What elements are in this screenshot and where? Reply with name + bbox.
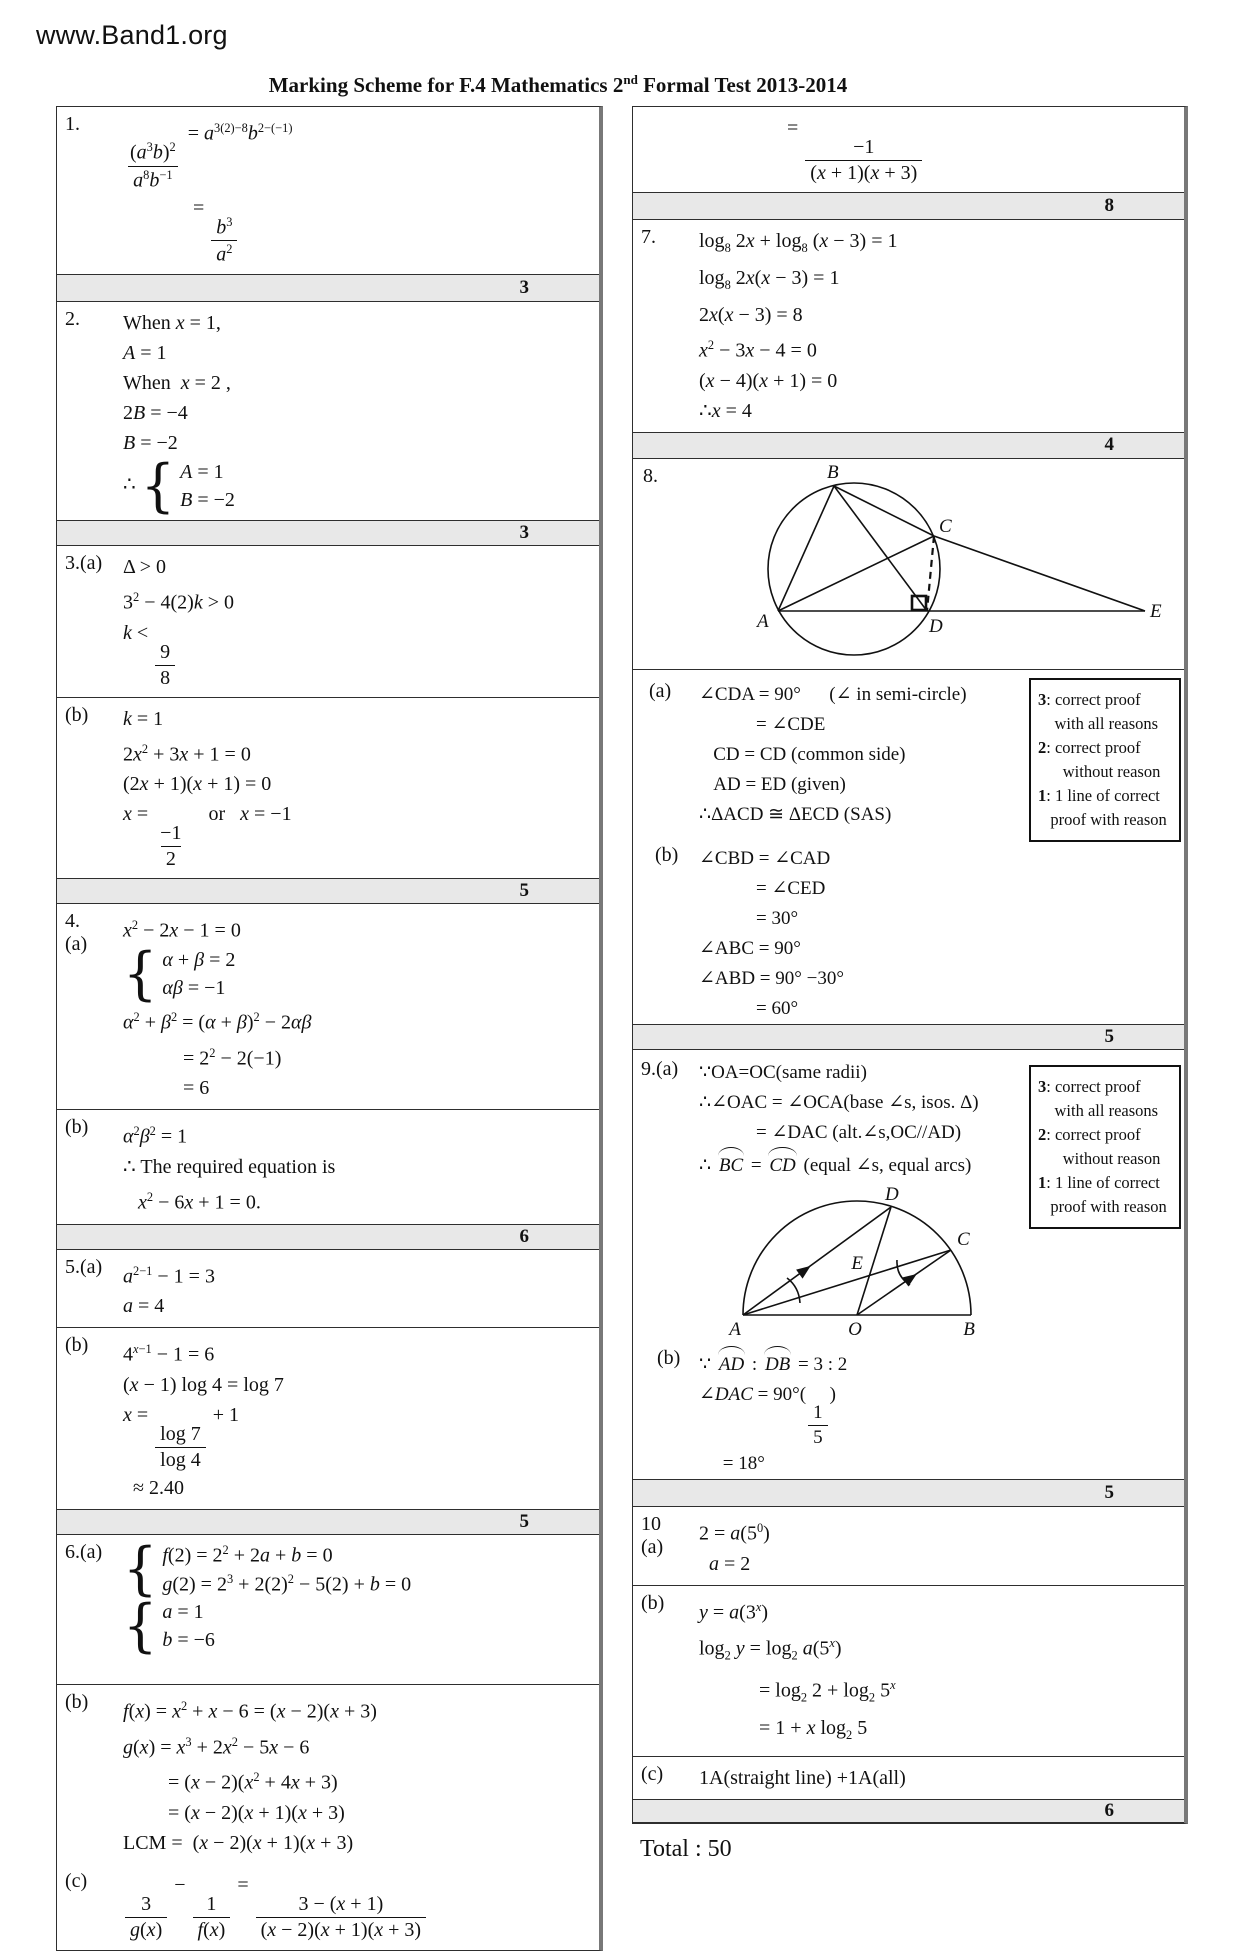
question-label: (b) (65, 1334, 89, 1357)
q10a-solution (691, 1511, 1184, 1579)
math-line: ∠DAC = 90°( $\frac{1}{5}$ ) (699, 1383, 836, 1448)
math-line: = 1 + x $\log_2 5$ (699, 1717, 868, 1743)
vertex-label: E (1150, 600, 1162, 622)
math-line: ∴∠OAC = ∠OCA(base ∠s, isos. Δ) (699, 1091, 979, 1113)
q3a-solution (115, 550, 599, 691)
vertex-label: D (929, 615, 943, 637)
score-bar-q4 (57, 1224, 599, 1250)
score-bar-q8 (633, 1024, 1184, 1050)
q3b-row (57, 697, 599, 879)
q8-circle-diagram (633, 459, 1185, 669)
math-line: $\log_8 2x(x - 3) = 1$ (699, 267, 840, 292)
question-label: (b) (655, 843, 679, 866)
math-line: 3: correct proof (1038, 689, 1141, 709)
q6b-row (57, 1684, 599, 1864)
q8b-solution (691, 842, 1034, 1024)
math-line: = $\frac{-1}{(x + 1)(x + 3)}$ (787, 113, 1178, 186)
question-label: (b) (65, 703, 89, 726)
math-line: 1: 1 line of correct (1038, 1172, 1160, 1192)
right-table (632, 106, 1188, 1824)
math-line: = $\log_2 2 + \log_2 5^x$ (699, 1678, 896, 1706)
math-line: AD = ED (given) (699, 773, 846, 795)
question-label: 7. (641, 226, 656, 248)
question-label: (b) (65, 1690, 89, 1713)
score-value: 5 (519, 880, 529, 902)
math-line: = ∠DAC (alt.∠s,OC//AD) (699, 1121, 962, 1143)
q9-row (633, 1056, 1184, 1480)
q6a-row (57, 1535, 599, 1684)
vertex-label: B (827, 461, 839, 483)
q10b-solution (691, 1590, 1184, 1750)
math-line: 2: correct proof (1038, 1124, 1141, 1144)
math-line: When x = 2 , (123, 371, 231, 394)
math-line: without reason (1038, 1148, 1161, 1168)
score-bar-q3 (57, 878, 599, 904)
math-line: $x^2 - 3x - 4 = 0$ (699, 338, 817, 362)
question-label: 9.(a) (641, 1057, 679, 1080)
vertex-label: A (729, 1318, 741, 1340)
question-label: (c) (65, 1869, 88, 1892)
math-line: $\frac{(a^3b)^2}{a^8b^{-1}}$ = $a^{3(2)-8}b^{2-(-1)}$ (130, 121, 293, 192)
q9a-solution (691, 1056, 1034, 1181)
math-line: = $\frac{b^3}{a^2}$ (123, 193, 593, 268)
score-value: 6 (1104, 1800, 1114, 1822)
math-line: $a^{2-1} - 1 = 3$ (123, 1263, 215, 1288)
math-line: $\frac{3}{g(x)}$ − $\frac{1}{f(x)}$ = $\frac{3 - (x + 1)}{(x - 2)(x + 1)(x + 3)}$ (123, 1870, 593, 1943)
question-label: 4. (a) (65, 910, 88, 956)
math-line: = (x − 2)(x + 1)(x + 3) (123, 1801, 345, 1824)
q8-diagram-row (633, 459, 1184, 669)
score-value: 4 (1104, 434, 1114, 456)
math-line: { a = 1 b = −6 (123, 1592, 215, 1659)
q4b-row (57, 1109, 599, 1223)
math-line: 1: 1 line of correct (1038, 785, 1160, 805)
math-line: $x^2 - 2x - 1 = 0$ (123, 918, 241, 942)
math-line: 2: correct proof (1038, 737, 1141, 757)
math-line: = 6 (123, 1077, 210, 1100)
q5b-solution (115, 1332, 599, 1503)
math-line: $4^{x-1} - 1 = 6$ (123, 1342, 215, 1366)
math-line: (x − 4)(x + 1) = 0 (699, 369, 838, 392)
q3b-solution (115, 702, 599, 873)
q1-row (57, 107, 599, 274)
score-value: 3 (519, 521, 529, 543)
q6c-continued-row (633, 107, 1184, 192)
math-line: = 30° (699, 907, 799, 929)
question-label: (b) (641, 1592, 665, 1615)
q6c-row (57, 1864, 599, 1950)
vertex-label: E (851, 1252, 863, 1274)
question-label: 3.(a) (65, 551, 103, 574)
page-title: Marking Scheme for F.4 Mathematics 2nd Formal Test 2013-2014 (268, 72, 848, 97)
q8a-solution (691, 678, 1034, 830)
q2-row (57, 302, 599, 520)
score-value: 3 (519, 276, 529, 298)
math-line: Δ > 0 (123, 555, 167, 578)
question-label: (b) (65, 1116, 89, 1139)
math-line: ∠ABC = 90° (699, 937, 801, 959)
score-bar-q7 (633, 432, 1184, 459)
q7-row (633, 220, 1184, 432)
math-line: (x − 1) log 4 = log 7 (123, 1373, 284, 1396)
q7-solution (691, 224, 1184, 426)
q10c-solution (691, 1761, 1184, 1793)
math-line: $2x^2 + 3x + 1 = 0$ (123, 741, 251, 766)
math-line: $\log_2 y = \log_2 a(5^x)$ (699, 1635, 842, 1663)
vertex-label: C (957, 1228, 970, 1250)
math-line: When x = 1, (123, 311, 221, 334)
math-line: a = 2 (709, 1553, 751, 1576)
math-line: ∴ { A = 1 B = −2 (123, 452, 235, 519)
math-line: ∠CDA = 90° (∠ in semi-circle) (699, 683, 967, 705)
question-label: (b) (657, 1346, 681, 1369)
q6a-solution (115, 1535, 599, 1678)
vertex-label: C (939, 515, 952, 537)
vertex-label: B (963, 1318, 975, 1340)
math-line: $g(x) = x^3 + 2x^2 - 5x - 6$ (123, 1734, 310, 1759)
q6c-solution (115, 1868, 599, 1944)
score-bar-q10 (633, 1799, 1184, 1823)
math-line: ∵ AD : DB = 3 : 2 (699, 1347, 1178, 1380)
math-line: 1A(straight line) +1A(all) (699, 1767, 906, 1790)
q10a-row (633, 1507, 1184, 1585)
math-line: 2x(x − 3) = 8 (699, 304, 803, 326)
site-watermark: www.Band1.org (36, 20, 228, 50)
right-column (632, 106, 1188, 1863)
math-line: ≈ 2.40 (123, 1476, 184, 1499)
math-line: k = 1 (123, 707, 164, 730)
math-line: ∠CBD = ∠CAD (699, 847, 831, 869)
score-bar-q9 (633, 1479, 1184, 1507)
score-bar-q5 (57, 1509, 599, 1535)
math-line: = ∠CED (699, 877, 826, 899)
question-label: 1. (65, 113, 80, 135)
math-line: $x^2 - 6x + 1 = 0$. (138, 1189, 261, 1214)
marking-criteria-box (1029, 678, 1181, 842)
vertex-label: D (885, 1183, 899, 1205)
math-line: = 60° (699, 997, 799, 1019)
math-line: x = $\frac{\log 7}{\log 4}$ + 1 (123, 1403, 240, 1471)
score-value: 8 (1104, 195, 1114, 216)
math-line: { $f(2) = 2^2 + 2a + b = 0$ $g(2) = 2^3 + 2(2)^2 - 5(2) + b = 0$ (123, 1535, 412, 1602)
math-line: ∴ BC = CD (equal ∠s, equal arcs) (699, 1148, 1028, 1181)
q10c-row (633, 1756, 1184, 1799)
score-value: 6 (519, 1225, 529, 1247)
math-line: B = −2 (123, 431, 178, 454)
math-line: ∴ΔACD ≅ ΔECD (SAS) (699, 803, 892, 825)
math-line: ∴x = 4 (699, 399, 752, 422)
q1-solution (115, 111, 599, 268)
score-value: 5 (1104, 1025, 1114, 1047)
q9b-solution (691, 1345, 1184, 1480)
math-line: x = $\frac{-1}{2}$ or x = −1 (123, 803, 292, 871)
score-bar-q1 (57, 274, 599, 302)
math-line: = $(x - 2)(x^2 + 4x + 3)$ (123, 1770, 338, 1794)
question-label: (a) (649, 679, 672, 702)
q5a-solution (115, 1254, 599, 1322)
math-line: proof with reason (1038, 809, 1167, 829)
math-line: ∵OA=OC(same radii) (699, 1061, 867, 1083)
score-bar-q2 (57, 520, 599, 546)
marking-criteria-box (1029, 1065, 1181, 1229)
math-line: with all reasons (1038, 713, 1159, 733)
vertex-label: O (848, 1318, 862, 1340)
math-line: $\log_8 2x + \log_8 (x - 3) = 1$ (699, 230, 898, 255)
math-line: ∠ABD = 90° −30° (699, 967, 844, 989)
score-bar-q6 (633, 192, 1184, 220)
math-line: $2 = a(5^0)$ (699, 1521, 770, 1546)
score-value: 5 (1104, 1482, 1114, 1504)
math-line: = 18° (699, 1453, 765, 1475)
q10b-row (633, 1585, 1184, 1756)
math-line: $y = a(3^x)$ (699, 1600, 769, 1624)
left-table (56, 106, 603, 1951)
math-line: (2x + 1)(x + 1) = 0 (123, 773, 272, 796)
q3a-row (57, 546, 599, 697)
math-line: 3: correct proof (1038, 1076, 1141, 1096)
math-line: with all reasons (1038, 1100, 1159, 1120)
question-label: (c) (641, 1763, 664, 1786)
left-column (56, 106, 603, 1951)
math-line: without reason (1038, 761, 1161, 781)
vertex-label: A (757, 610, 769, 632)
math-line: A = 1 (123, 341, 167, 364)
math-line: $f(x) = x^2 + x - 6 = (x - 2)(x + 3)$ (123, 1698, 377, 1723)
math-line: = ∠CDE (699, 713, 826, 735)
question-label: 2. (65, 307, 80, 330)
math-line: LCM = (x − 2)(x + 1)(x + 3) (123, 1831, 354, 1854)
q4a-solution (115, 908, 599, 1103)
math-line: $\alpha^2 + \beta^2 = (\alpha + \beta)^2 - 2\alpha\beta$ (123, 1009, 312, 1034)
q6c-continued-solution (691, 111, 1184, 186)
total-score: Total : 50 (640, 1836, 732, 1863)
math-line: proof with reason (1038, 1196, 1167, 1216)
question-label: 5.(a) (65, 1255, 103, 1278)
math-line: ∴ The required equation is (123, 1155, 336, 1178)
question-label (633, 111, 691, 186)
q8-proof-row (633, 669, 1184, 1024)
q5b-row (57, 1327, 599, 1509)
score-value: 5 (519, 1510, 529, 1532)
math-line: = $2^2 - 2(-1)$ (123, 1045, 282, 1070)
question-label: 6.(a) (65, 1540, 103, 1563)
math-line: CD = CD (common side) (699, 743, 906, 765)
q4b-solution (115, 1114, 599, 1217)
math-line: k < $\frac{9}{8}$ (123, 618, 593, 691)
q6b-solution (115, 1689, 599, 1858)
math-line: a = 4 (123, 1295, 165, 1318)
math-line: $\alpha^2\beta^2 = 1$ (123, 1124, 188, 1148)
q2-solution (115, 306, 599, 519)
math-line: { α + β = 2 αβ = −1 (123, 940, 236, 1007)
q4a-row (57, 904, 599, 1109)
q5a-row (57, 1250, 599, 1328)
math-line: $3^2 - 4(2)k > 0$ (123, 589, 234, 614)
math-line: 2B = −4 (123, 401, 188, 424)
question-label: 8. (643, 464, 658, 487)
question-label: 10 (a) (641, 1513, 664, 1559)
